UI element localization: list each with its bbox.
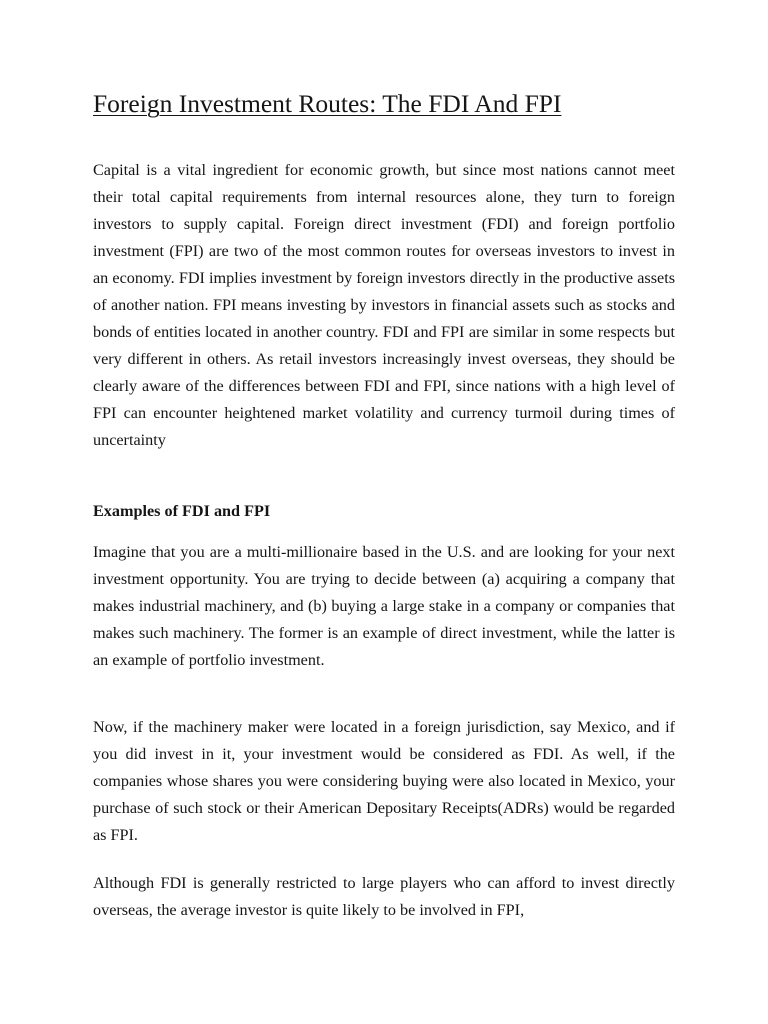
- intro-paragraph: Capital is a vital ingredient for economic growth, but since most nations cannot meet their total capital requirements from internal resources alone, they turn to foreign investors to supply capital. Foreign direct investment (FDI) and foreign portfolio investment (FPI) are two of the most common routes for overseas investors to invest in an economy. FDI implies investment by foreign investors directly in the productive assets of another nation. FPI means investing by investors in financial assets such as stocks and bonds of entities located in another country. FDI and FPI are similar in some respects but very different in others. As retail investors increasingly invest overseas, they should be clearly aware of the differences between FDI and FPI, since nations with a high level of FPI can encounter heightened market volatility and currency turmoil during times of uncertainty: [93, 161, 675, 449]
- closing-paragraph: Although FDI is generally restricted to large players who can afford to invest directly overseas, the average investor is quite likely to be involved in FPI,: [93, 874, 675, 919]
- example-paragraph: Imagine that you are a multi-millionaire based in the U.S. and are looking for your next investment opportunity. You are trying to decide between (a) acquiring a company that makes industrial machinery, and (b) buying a large stake in a company or companies that makes such machinery. The former is an example of direct investment, while the latter is an example of portfolio investment.: [93, 543, 675, 669]
- document-title: Foreign Investment Routes: The FDI And FPI: [93, 89, 562, 118]
- mexico-paragraph: Now, if the machinery maker were located in a foreign jurisdiction, say Mexico, and if you did invest in it, your investment would be considered as FDI. As well, if the companies whose shares you were considering buying were also located in Mexico, your purchase of such stock or their American Depositary Receipts(ADRs) would be regarded as FPI.: [93, 718, 675, 844]
- section-heading: Examples of FDI and FPI: [93, 502, 271, 520]
